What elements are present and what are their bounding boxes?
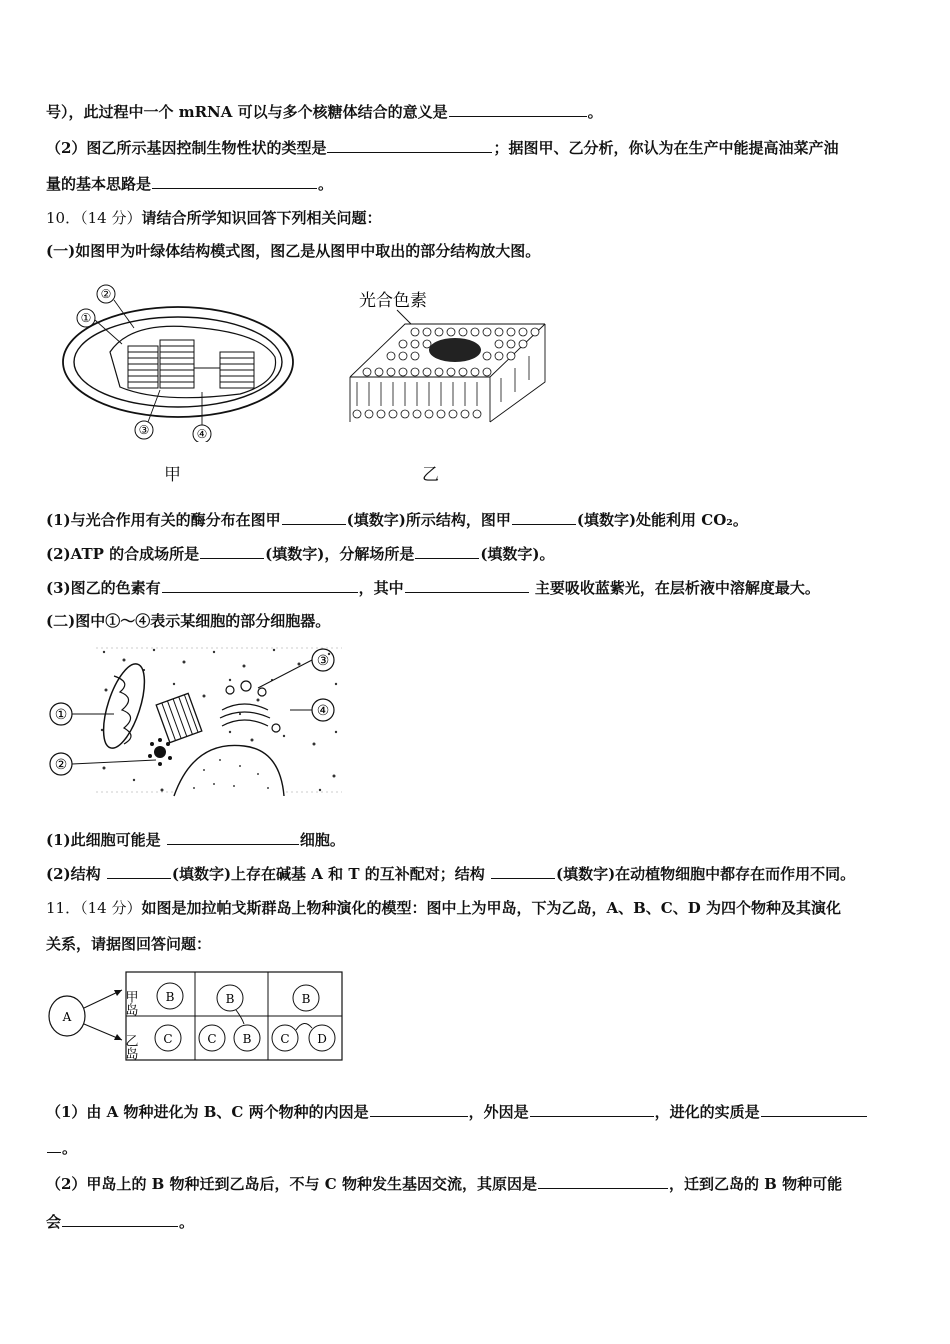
text: (2)ATP 的合成场所是 (46, 545, 200, 563)
q11-2 (46, 1172, 910, 1195)
text: ，外因是 (468, 1103, 529, 1121)
q10-1-1 (46, 508, 910, 531)
answer-blank[interactable] (152, 172, 317, 189)
island-jia-label: 甲岛 (122, 990, 138, 1016)
question-text: 关系，请据图回答问题： (46, 935, 212, 953)
q9-2-text-d: 。 (318, 175, 334, 193)
answer-blank[interactable] (167, 828, 299, 845)
species-d: D (317, 1032, 327, 1046)
question-10-heading (46, 207, 910, 229)
text: (填数字)所示结构，图甲 (346, 511, 511, 529)
island-evolution-diagram (46, 968, 346, 1064)
text: （1）由 A 物种进化为 B、C 两个物种的内因是 (46, 1103, 369, 1121)
answer-blank[interactable] (370, 1100, 468, 1117)
q9-2-text-c: 量的基本思路是 (46, 175, 152, 193)
q11-2-cont (46, 1210, 910, 1233)
part-one-text: (一)如图甲为叶绿体结构模式图，图乙是从图甲中取出的部分结构放大图。 (46, 242, 541, 260)
answer-blank[interactable] (530, 1100, 654, 1117)
cell-label-4: ④ (316, 703, 330, 719)
q10-1-3 (46, 576, 910, 599)
answer-blank[interactable] (282, 508, 346, 525)
chloro-label-4: ④ (196, 427, 208, 441)
answer-blank[interactable] (47, 1136, 61, 1153)
q11-1-cont (46, 1136, 910, 1159)
text: (填数字)，分解场所是 (265, 545, 415, 563)
text: (1)与光合作用有关的酶分布在图甲 (46, 511, 281, 529)
q9-2-text-a: （2）图乙所示基因控制生物性状的类型是 (46, 139, 327, 157)
species-b: B (301, 992, 311, 1006)
text: (填数字)在动植物细胞中都存在而作用不同。 (555, 865, 856, 883)
answer-blank[interactable] (449, 100, 587, 117)
answer-blank[interactable] (761, 1100, 867, 1117)
text: (2)结构 (46, 865, 106, 883)
q10-2-1 (46, 828, 910, 851)
figure-caption-jia: 甲 (164, 465, 181, 485)
answer-blank[interactable] (415, 542, 479, 559)
q9-2-text-b: ；据图甲、乙分析，你认为在生产中能提高油菜产油 (493, 139, 839, 157)
part-two-text: (二)图中①～④表示某细胞的部分细胞器。 (46, 612, 331, 630)
q9-text-b: 。 (587, 103, 603, 121)
answer-blank[interactable] (107, 862, 171, 879)
text: (3)图乙的色素有 (46, 579, 161, 597)
text: (1)此细胞可能是 (46, 831, 166, 849)
species-c: C (163, 1032, 173, 1046)
q10-2-2 (46, 862, 910, 885)
pigment-label: 光合色素 (359, 291, 427, 311)
species-b: B (242, 1032, 252, 1046)
q9-text-a: 号），此过程中一个 mRNA 可以与多个核糖体结合的意义是 (46, 103, 448, 121)
text: ，进化的实质是 (654, 1103, 760, 1121)
question-11-heading-2 (46, 933, 910, 955)
figure-caption-yi: 乙 (422, 465, 439, 485)
text: ，其中 (358, 579, 404, 597)
text-line-2 (46, 136, 910, 159)
cell-label-3: ③ (316, 653, 330, 669)
text-line-3 (46, 172, 910, 195)
island-yi-label: 乙岛 (122, 1034, 138, 1060)
text: 。 (179, 1213, 195, 1231)
chloro-label-2: ② (100, 287, 112, 301)
answer-blank[interactable] (405, 576, 529, 593)
text: 会 (46, 1213, 62, 1231)
text: 主要吸收蓝紫光，在层析液中溶解度最大。 (529, 579, 820, 597)
cell-label-1: ① (54, 707, 68, 723)
question-number: 10．（14 分） (46, 209, 142, 227)
q11-1 (46, 1100, 910, 1123)
text: ，迁到乙岛的 B 物种可能 (668, 1175, 843, 1193)
answer-blank[interactable] (200, 542, 264, 559)
chloroplast-diagram (60, 282, 305, 442)
cell-organelle-diagram (44, 640, 344, 802)
question-text: 请结合所学知识回答下列相关问题： (141, 209, 382, 227)
species-c: C (207, 1032, 217, 1046)
species-b: B (225, 992, 235, 1006)
q10-1-2 (46, 542, 910, 565)
part-one-intro (46, 240, 910, 262)
chloro-label-3: ③ (138, 423, 150, 437)
cell-label-2: ② (54, 757, 68, 773)
question-11-heading (46, 897, 910, 919)
answer-blank[interactable] (538, 1172, 668, 1189)
species-a: A (62, 1010, 72, 1024)
answer-blank[interactable] (62, 1210, 178, 1227)
text: 细胞。 (299, 831, 345, 849)
text: (填数字)上存在碱基 A 和 T 的互补配对；结构 (171, 865, 490, 883)
text: （2）甲岛上的 B 物种迁到乙岛后，不与 C 物种发生基因交流，其原因是 (46, 1175, 537, 1193)
answer-blank[interactable] (162, 576, 358, 593)
question-text: 如图是加拉帕戈斯群岛上物种演化的模型：图中上为甲岛，下为乙岛，A、B、C、D 为四个物种及其演化 (141, 899, 841, 917)
question-number: 11．（14 分） (46, 899, 142, 917)
answer-blank[interactable] (327, 136, 492, 153)
part-two-intro (46, 610, 910, 632)
answer-blank[interactable] (512, 508, 576, 525)
text-line-1 (46, 100, 910, 123)
species-b: B (165, 990, 175, 1004)
thylakoid-membrane-diagram (345, 282, 555, 432)
answer-blank[interactable] (491, 862, 555, 879)
chloro-label-1: ① (80, 311, 92, 325)
text: (填数字)。 (480, 545, 555, 563)
species-c: C (280, 1032, 290, 1046)
text: (填数字)处能利用 CO₂。 (576, 511, 748, 529)
text: 。 (62, 1139, 78, 1157)
